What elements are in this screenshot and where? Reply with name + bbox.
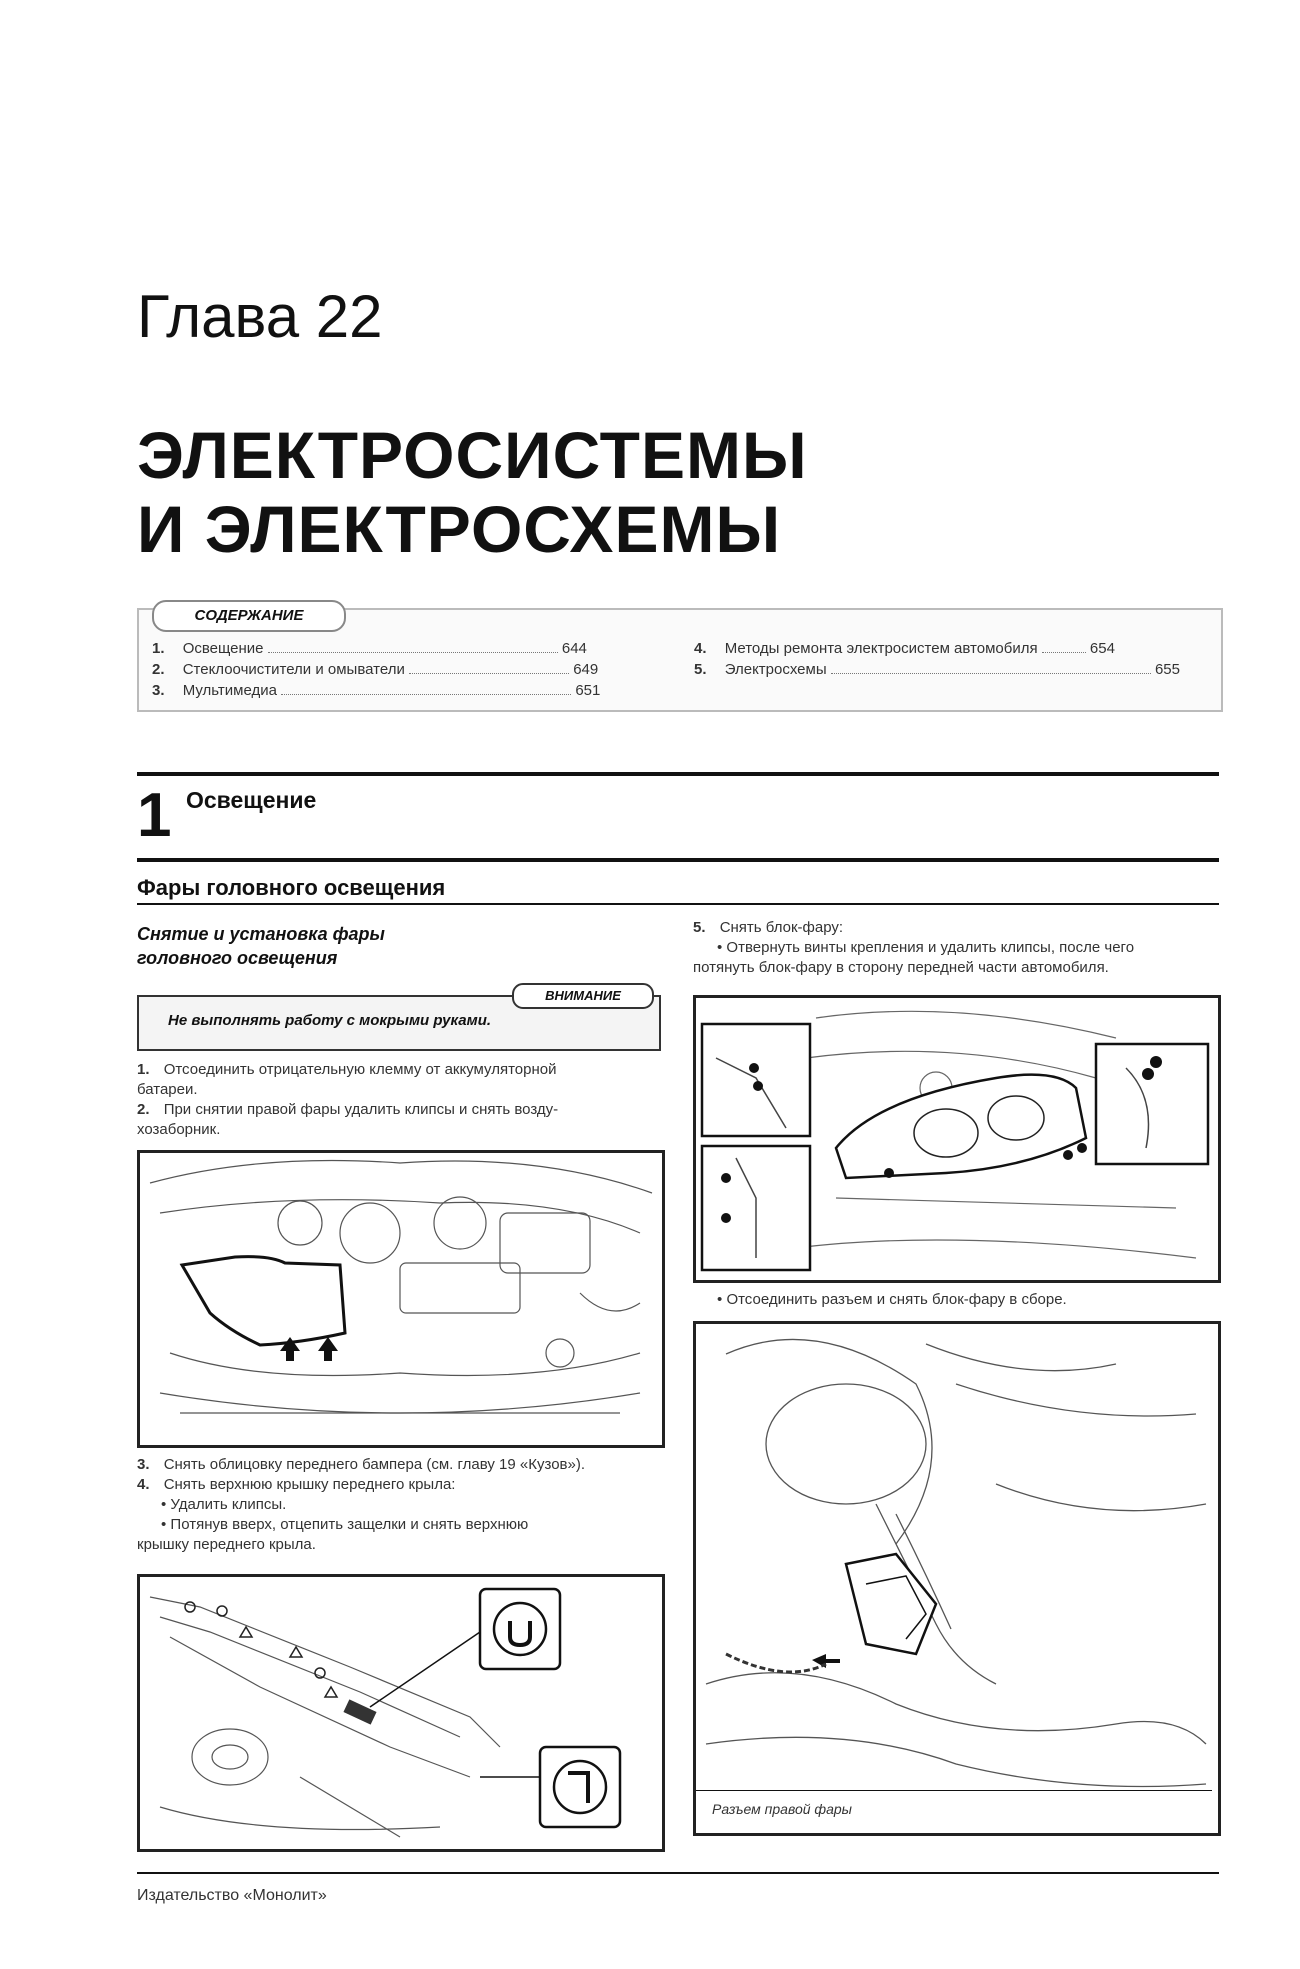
chapter-title-line-1: ЭЛЕКТРОСИСТЕМЫ	[137, 418, 808, 492]
toc-item-page: 655	[1154, 661, 1180, 678]
figure-air-intake	[137, 1150, 665, 1448]
step-num: 3.	[137, 1456, 150, 1473]
step-text: При снятии правой фары удалить клипсы и снять возду-	[163, 1101, 559, 1118]
bullet-item: • Отсоединить разъем и снять блок-фару в сборе.	[717, 1291, 1067, 1308]
chapter-label: Глава 22	[137, 283, 383, 350]
step-num: 4.	[137, 1476, 150, 1493]
publisher-footer: Издательство «Монолит»	[137, 1887, 327, 1904]
procedure-title	[137, 922, 385, 970]
step-1	[137, 1060, 659, 1100]
connector-illustration	[696, 1324, 1218, 1833]
toc-item[interactable]	[694, 661, 1214, 678]
figure-fender-cover	[137, 1574, 665, 1852]
step-num: 2.	[137, 1101, 150, 1118]
toc-item-page: 644	[561, 640, 587, 657]
engine-bay-illustration	[140, 1153, 662, 1445]
figure-headlight-unit	[693, 995, 1221, 1283]
step-text-cont: хозаборник.	[137, 1121, 221, 1138]
step-4	[137, 1475, 659, 1495]
section-title: Освещение	[186, 787, 317, 813]
footer-rule	[137, 1872, 1219, 1874]
step-text: Снять блок-фару:	[719, 919, 844, 936]
step-text: Отсоединить отрицательную клемму от аккумуляторной	[163, 1061, 557, 1078]
toc-item[interactable]	[152, 640, 662, 657]
toc-label: СОДЕРЖАНИЕ	[152, 600, 346, 632]
bullet-text-cont: крышку переднего крыла.	[137, 1536, 316, 1553]
toc-item[interactable]	[152, 682, 662, 699]
step-text: Снять облицовку переднего бампера (см. главу 19 «Кузов»).	[163, 1456, 586, 1473]
step-num: 1.	[137, 1061, 150, 1078]
toc-item-num: 5.	[694, 661, 707, 678]
section-rule-top	[137, 772, 1219, 776]
toc-item-text: Стеклоочистители и омыватели	[182, 661, 405, 678]
warning-text: Не выполнять работу с мокрыми руками.	[168, 1012, 492, 1029]
section-rule-bottom	[137, 858, 1219, 862]
toc-item[interactable]	[694, 640, 1214, 657]
procedure-title-line-2: головного освещения	[137, 948, 338, 968]
bullet-text: Отсоединить разъем и снять блок-фару в сборе.	[726, 1291, 1067, 1308]
bullet-text: Удалить клипсы.	[170, 1496, 287, 1513]
toc-item-num: 1.	[152, 640, 165, 657]
figure-caption: Разъем правой фары	[712, 1801, 852, 1817]
step-5	[693, 918, 1219, 978]
section-number: 1	[137, 781, 172, 850]
air-intake-outline	[182, 1257, 345, 1345]
procedure-title-line-1: Снятие и установка фары	[137, 924, 385, 944]
connector-arrow	[812, 1654, 840, 1668]
step-text: Снять верхнюю крышку переднего крыла:	[163, 1476, 456, 1493]
toc-item-text: Мультимедиа	[182, 682, 277, 699]
fender-cover-illustration	[140, 1577, 662, 1849]
bullet-text-cont: потянуть блок-фару в сторону передней части автомобиля.	[693, 959, 1109, 976]
headlight-illustration	[696, 998, 1218, 1280]
step-text-cont: батареи.	[137, 1081, 198, 1098]
chapter-title	[137, 418, 808, 566]
subsection-rule	[137, 903, 1219, 905]
steps-3-4	[137, 1455, 659, 1555]
toc-item-num: 2.	[152, 661, 165, 678]
toc-item-text: Методы ремонта электросистем автомобиля	[724, 640, 1038, 657]
toc-item[interactable]	[152, 661, 662, 678]
toc-item-num: 4.	[694, 640, 707, 657]
step-num: 5.	[693, 919, 706, 936]
step-3	[137, 1455, 659, 1475]
bullet-item: • Удалить клипсы.	[161, 1496, 287, 1513]
toc-item-page: 649	[573, 661, 599, 678]
steps-1-2	[137, 1060, 659, 1140]
caption-rule	[696, 1790, 1212, 1791]
subsection-title: Фары головного освещения	[137, 875, 446, 900]
toc-item-text: Электросхемы	[724, 661, 827, 678]
step-2	[137, 1100, 659, 1140]
chapter-title-line-2: И ЭЛЕКТРОСХЕМЫ	[137, 492, 782, 566]
toc-item-page: 654	[1089, 640, 1115, 657]
toc-item-text: Освещение	[182, 640, 264, 657]
bullet-item: • Потянув вверх, отцепить защелки и снять верхнюю	[161, 1516, 529, 1533]
warning-label: ВНИМАНИЕ	[512, 983, 654, 1009]
headlight-outline	[836, 1075, 1086, 1178]
figure-headlight-connector	[693, 1321, 1221, 1836]
bullet-item: • Отвернуть винты крепления и удалить клипсы, после чего	[717, 939, 1135, 956]
toc-item-num: 3.	[152, 682, 165, 699]
bullet-text: Потянув вверх, отцепить защелки и снять верхнюю	[170, 1516, 529, 1533]
bullet-text: Отвернуть винты крепления и удалить клипсы, после чего	[726, 939, 1135, 956]
toc-item-page: 651	[575, 682, 601, 699]
